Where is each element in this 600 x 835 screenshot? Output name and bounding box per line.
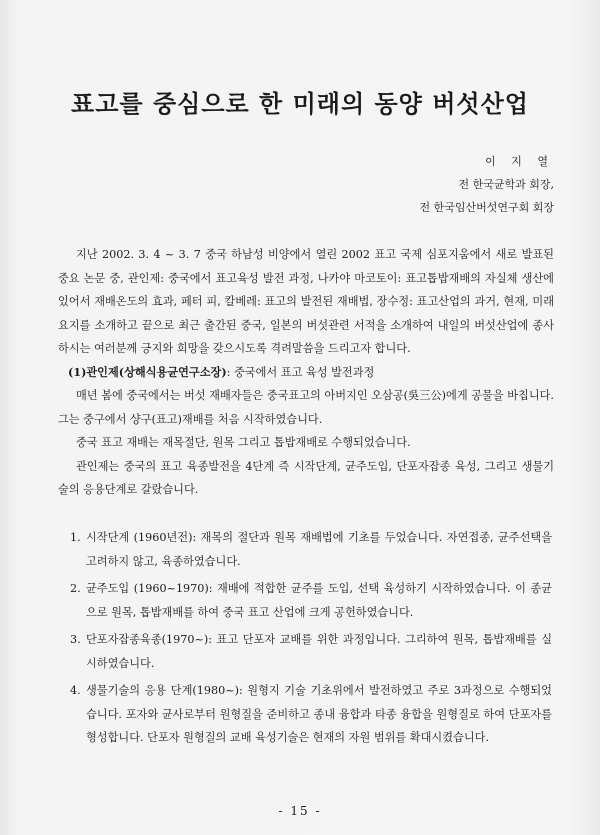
- page-number: - 15 -: [278, 804, 322, 818]
- section-paragraph: 중국 표고 재배는 재목절단, 원목 그리고 톱밥재배로 수행되었습니다.: [76, 436, 411, 449]
- list-item: [70, 628, 552, 675]
- list-item: [70, 577, 552, 624]
- body-text: [58, 243, 554, 502]
- section-paragraph: 관인제는 중국의 표고 육종발전을 4단계 즉 시작단계, 균주도입, 단포자잡종 육성, 그리고 생물기술의 응용단계로 갈랐습니다.: [58, 459, 554, 496]
- list-item-number: 4.: [70, 684, 81, 697]
- author-affiliation: 전 한국임산버섯연구회 회장: [419, 201, 554, 214]
- list-item: [70, 526, 552, 573]
- author-block: [419, 150, 554, 219]
- section-heading-title: (1)관인제(상해식용균연구소장): [68, 364, 227, 379]
- list-item-number: 3.: [70, 633, 81, 646]
- list-item: [70, 679, 552, 750]
- page-title: 표고를 중심으로 한 미래의 동양 버섯산업: [71, 90, 529, 118]
- stage-list: [70, 526, 552, 754]
- intro-paragraph: 지난 2002. 3. 4 ~ 3. 7 중국 하남성 비양에서 열린 2002 표고 국제 심포지움에서 새로 발표된 중요 논문 중, 관인제: 중국에서 표고육성 발전 과정, 나카야 마코토이: 표고톱밥재배의 자실체 생산에 있어서 재배온도의 효과, 페터 피, 칼베레: 표고의 발전된 재배법, 장수정: 표고산업의 과거, 현재, 미래 요지를 소개하고 끝으로 최근 출간된 중국, 일본의 버섯관련 서적을 소개하여 내일의 버섯산업에 종사하시는 여러분께 긍지와 희망을 갖으시도록 격려말씀을 드리고자 합니다.: [58, 248, 554, 355]
- section-heading: [58, 361, 554, 385]
- list-item-text: 단포자잡종육종(1970~): 표고 단포자 교배를 위한 과정입니다. 그리하여 원목, 톱밥재배를 실시하였습니다.: [86, 633, 552, 670]
- list-item-text: 균주도입 (1960~1970): 재배에 적합한 균주를 도입, 선택 육성하기 시작하였습니다. 이 종균으로 원목, 톱밥재배를 하여 중국 표고 산업에 크게 공헌하였습니다.: [86, 582, 552, 619]
- section-paragraph: 매년 봄에 중국에서는 버섯 재배자들은 중국표고의 아버지인 오삼공(吳三公)에게 공물을 바칩니다. 그는 중구에서 샹구(표고)재배를 처음 시작하였습니다.: [58, 389, 554, 426]
- list-item-number: 2.: [70, 582, 81, 595]
- author-name: 이 지 열: [485, 155, 554, 168]
- section-heading-subtitle: : 중국에서 표고 육성 발전과정: [226, 365, 375, 379]
- author-affiliation: 전 한국균학과 회장,: [458, 178, 554, 191]
- list-item-text: 시작단계 (1960년전): 재목의 절단과 원목 재배법에 기초를 두었습니다. 자연접종, 균주선택을 고려하지 않고, 육종하였습니다.: [86, 531, 552, 568]
- list-item-text: 생물기술의 응용 단계(1980~): 원형지 기술 기초위에서 발전하였고 주로 3과정으로 수행되었습니다. 포자와 균사로부터 원형질을 준비하고 종내 융합과 타종 융합을 원형질로 하여 단포자를 형성합니다. 단포자 원형질의 교배 육성기술은 현재의 자원 범위를 확대시켰습니다.: [86, 684, 552, 744]
- list-item-number: 1.: [70, 531, 81, 544]
